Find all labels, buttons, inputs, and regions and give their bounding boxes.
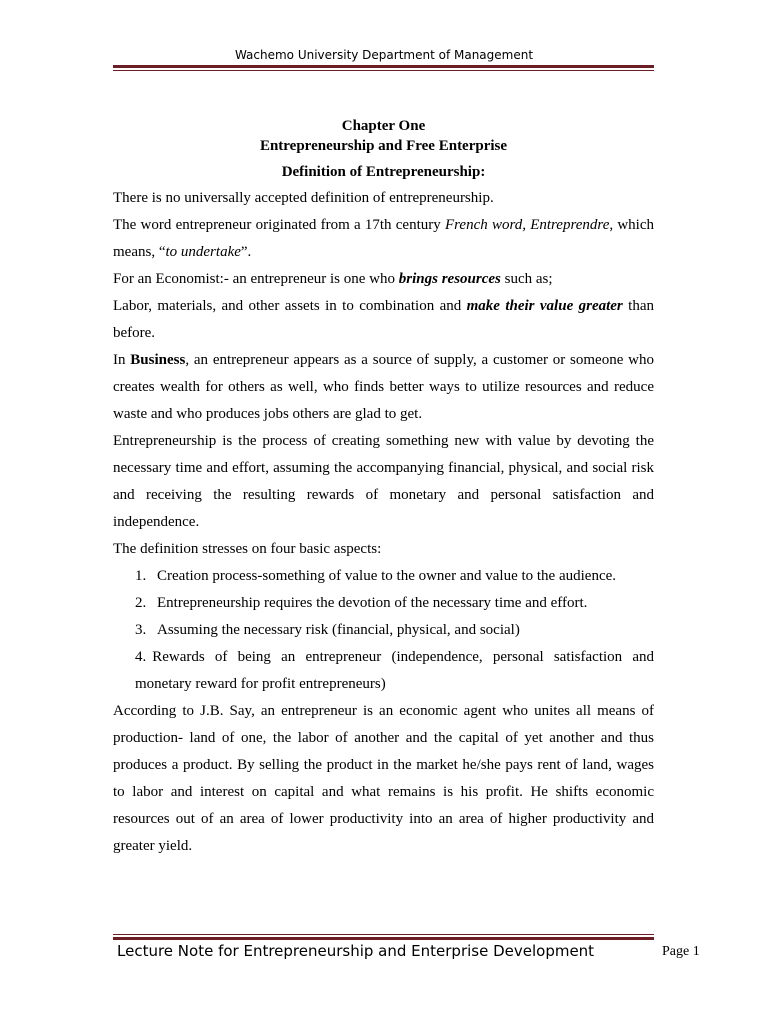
paragraph-7: The definition stresses on four basic aspects:	[113, 541, 382, 557]
chapter-number: Chapter One	[341, 118, 426, 134]
footer-rule-thin	[113, 934, 654, 935]
header-rule-thin	[113, 70, 654, 71]
footer-title: Lecture Note for Entrepreneurship and Enterprise Development	[117, 942, 595, 960]
paragraph-5: In Business, an entrepreneur appears as a source of supply, a customer or someone who creates wealth for others as well, who finds better ways to utilize resources and reduce waste and who produces jobs others are glad to get.	[113, 352, 654, 422]
list-item: 1. Creation process-something of value to the owner and value to the audience.	[135, 568, 617, 584]
paragraph-8: According to J.B. Say, an entrepreneur is an economic agent who unites all means of production- land of one, the labor of another and the capital of yet another and thus produces a product. By selling the product in the market he/she pays rent of land, wages to labor and interest on capital and what remains is his profit. He shifts economic resources out of an area of lower productivity into an area of higher productivity and greater yield.	[113, 703, 654, 854]
aspects-list	[113, 563, 654, 698]
list-item: 2. Entrepreneurship requires the devotion of the necessary time and effort.	[135, 595, 588, 611]
list-item: 3. Assuming the necessary risk (financial, physical, and social)	[135, 622, 520, 638]
section-title: Definition of Entrepreneurship:	[281, 164, 486, 180]
paragraph-1: There is no universally accepted definition of entrepreneurship.	[113, 190, 494, 206]
document-body	[113, 116, 654, 860]
footer-rule-thick	[113, 937, 654, 940]
page-header: Wachemo University Department of Management	[234, 48, 534, 62]
paragraph-2: The word entrepreneur originated from a 17th century French word, Entreprendre, which means, “to undertake”.	[113, 217, 654, 260]
paragraph-3: For an Economist:- an entrepreneur is one who brings resources such as;	[113, 271, 553, 287]
list-item: 4. Rewards of being an entrepreneur (independence, personal satisfaction and monetary reward for profit entrepreneurs)	[135, 649, 654, 692]
header-rule-thick	[113, 65, 654, 68]
paragraph-6: Entrepreneurship is the process of creating something new with value by devoting the necessary time and effort, assuming the accompanying financial, physical, and social risk and receiving the resulting rewards of monetary and personal satisfaction and independence.	[113, 433, 654, 530]
chapter-title: Entrepreneurship and Free Enterprise	[259, 138, 508, 154]
page-number: Page 1	[662, 944, 700, 959]
paragraph-4: Labor, materials, and other assets in to combination and make their value greater than before.	[113, 298, 654, 341]
